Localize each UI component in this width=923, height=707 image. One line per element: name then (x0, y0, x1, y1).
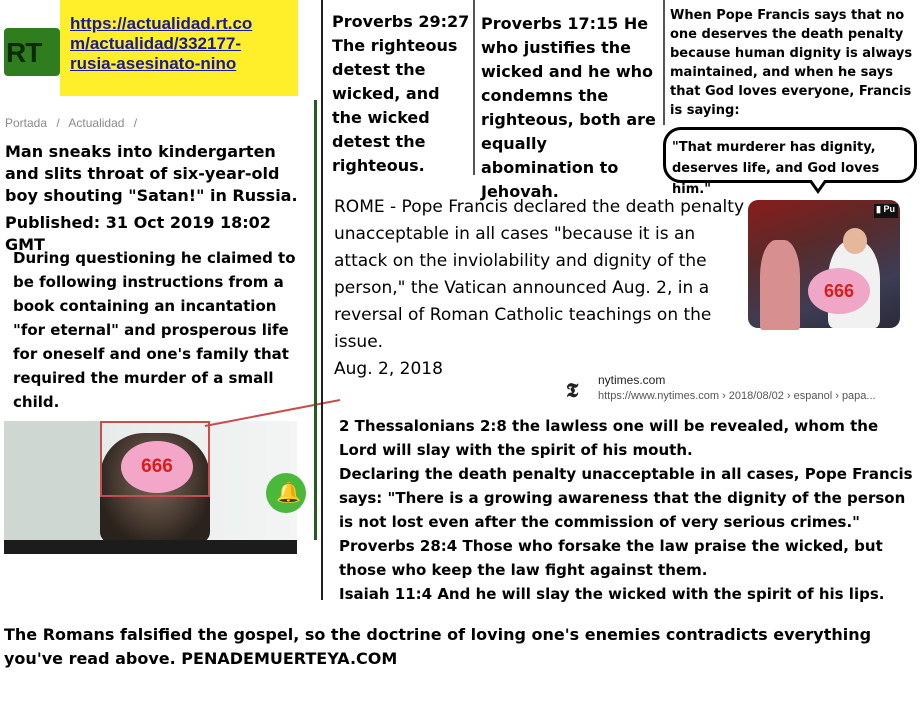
proverbs-29-27: Proverbs 29:27 The righteous detest the wicked, and the wicked detest the righteous. (332, 12, 470, 175)
proverbs-17-15: Proverbs 17:15 He who justifies the wicked and he who condemns the righteous, both are equally abomination to Jehovah. (481, 14, 656, 201)
breadcrumb-sep: / (133, 116, 138, 130)
article-published: Published: 31 Oct 2019 18:02 GMT (5, 213, 271, 254)
pope-photo (748, 200, 900, 328)
rome-article-text: ROME - Pope Francis declared the death penalty unacceptable in all cases "because it is an attack on the inviolability and dignity of the person," the Vatican announced Aug. 2, in a reversal of Roman Catholic teachings on the issue. (334, 197, 745, 352)
breadcrumb (5, 116, 143, 130)
nyt-url[interactable]: https://www.nytimes.com › 2018/08/02 › espanol › papa... (598, 390, 876, 402)
breadcrumb-sep: / (56, 116, 60, 130)
photo-bottom-bar (4, 540, 297, 554)
number-badge (121, 441, 193, 493)
rt-logo-text: RT (6, 37, 42, 68)
breadcrumb-section[interactable]: Actualidad (68, 116, 125, 130)
quote-bubble-tail-inner (811, 179, 825, 189)
suspect-photo (4, 421, 301, 554)
number-badge-text: 666 (141, 456, 173, 477)
bottom-statement: The Romans falsified the gospel, so the doctrine of loving one's enemies contradicts everything you've read above. PENADEMUERTEYA.COM (4, 625, 872, 668)
thessalonians-2-8: 2 Thessalonians 2:8 the lawless one will be revealed, whom the Lord will slay with the spirit of his mouth. (339, 417, 879, 459)
nyt-logo-icon: 𝕿 (566, 378, 579, 402)
verses-block (339, 414, 919, 606)
rt-logo (4, 28, 60, 76)
bell-icon[interactable]: 🔔 (266, 473, 306, 513)
source-url-line-2[interactable]: m/actualidad/332177- (70, 34, 242, 53)
pope-note: When Pope Francis says that no one deserves the death penalty because human dignity is always maintained, and when he says that God loves everyone, Francis is saying: (670, 8, 913, 118)
pope-quote: Declaring the death penalty unacceptable in all cases, Pope Francis says: "There is a growing awareness that the dignity of the person is not lost even after the commission of very serious crimes." (339, 465, 913, 531)
divider-proverbs (473, 0, 475, 175)
number-badge (808, 268, 870, 314)
source-url-line-3[interactable]: rusia-asesinato-nino (70, 54, 237, 73)
divider-left (314, 100, 317, 540)
divider-note (663, 0, 665, 125)
rome-article-date: Aug. 2, 2018 (334, 359, 443, 379)
photo-background-wall (4, 421, 100, 540)
isaiah-11-4: Isaiah 11:4 And he will slay the wicked with the spirit of his lips. (339, 585, 885, 603)
source-url-line-1[interactable]: https://actualidad.rt.co (70, 14, 253, 33)
nyt-site-name[interactable]: nytimes.com (598, 373, 666, 387)
pope-face (843, 228, 867, 254)
article-headline: Man sneaks into kindergarten and slits throat of six-year-old boy shouting "Satan!" in Russia. (5, 142, 298, 205)
crowd-figure (760, 240, 800, 330)
article-questioning-text: During questioning he claimed to be following instructions from a book containing an incantation "for eternal" and prosperous life for oneself and one's family that required the murder of a small child. (13, 249, 296, 411)
quote-bubble: "That murderer has dignity, deserves life, and God loves him." (663, 127, 917, 183)
connector-line (205, 398, 340, 428)
divider-main (321, 0, 323, 600)
breadcrumb-home[interactable]: Portada (5, 116, 48, 130)
proverbs-28-4: Proverbs 28:4 Those who forsake the law praise the wicked, but those who keep the law fight against them. (339, 537, 883, 579)
source-url-box (60, 0, 298, 96)
number-badge-text: 666 (823, 281, 855, 301)
photo-corner-label: ▮ Pu (874, 204, 898, 218)
